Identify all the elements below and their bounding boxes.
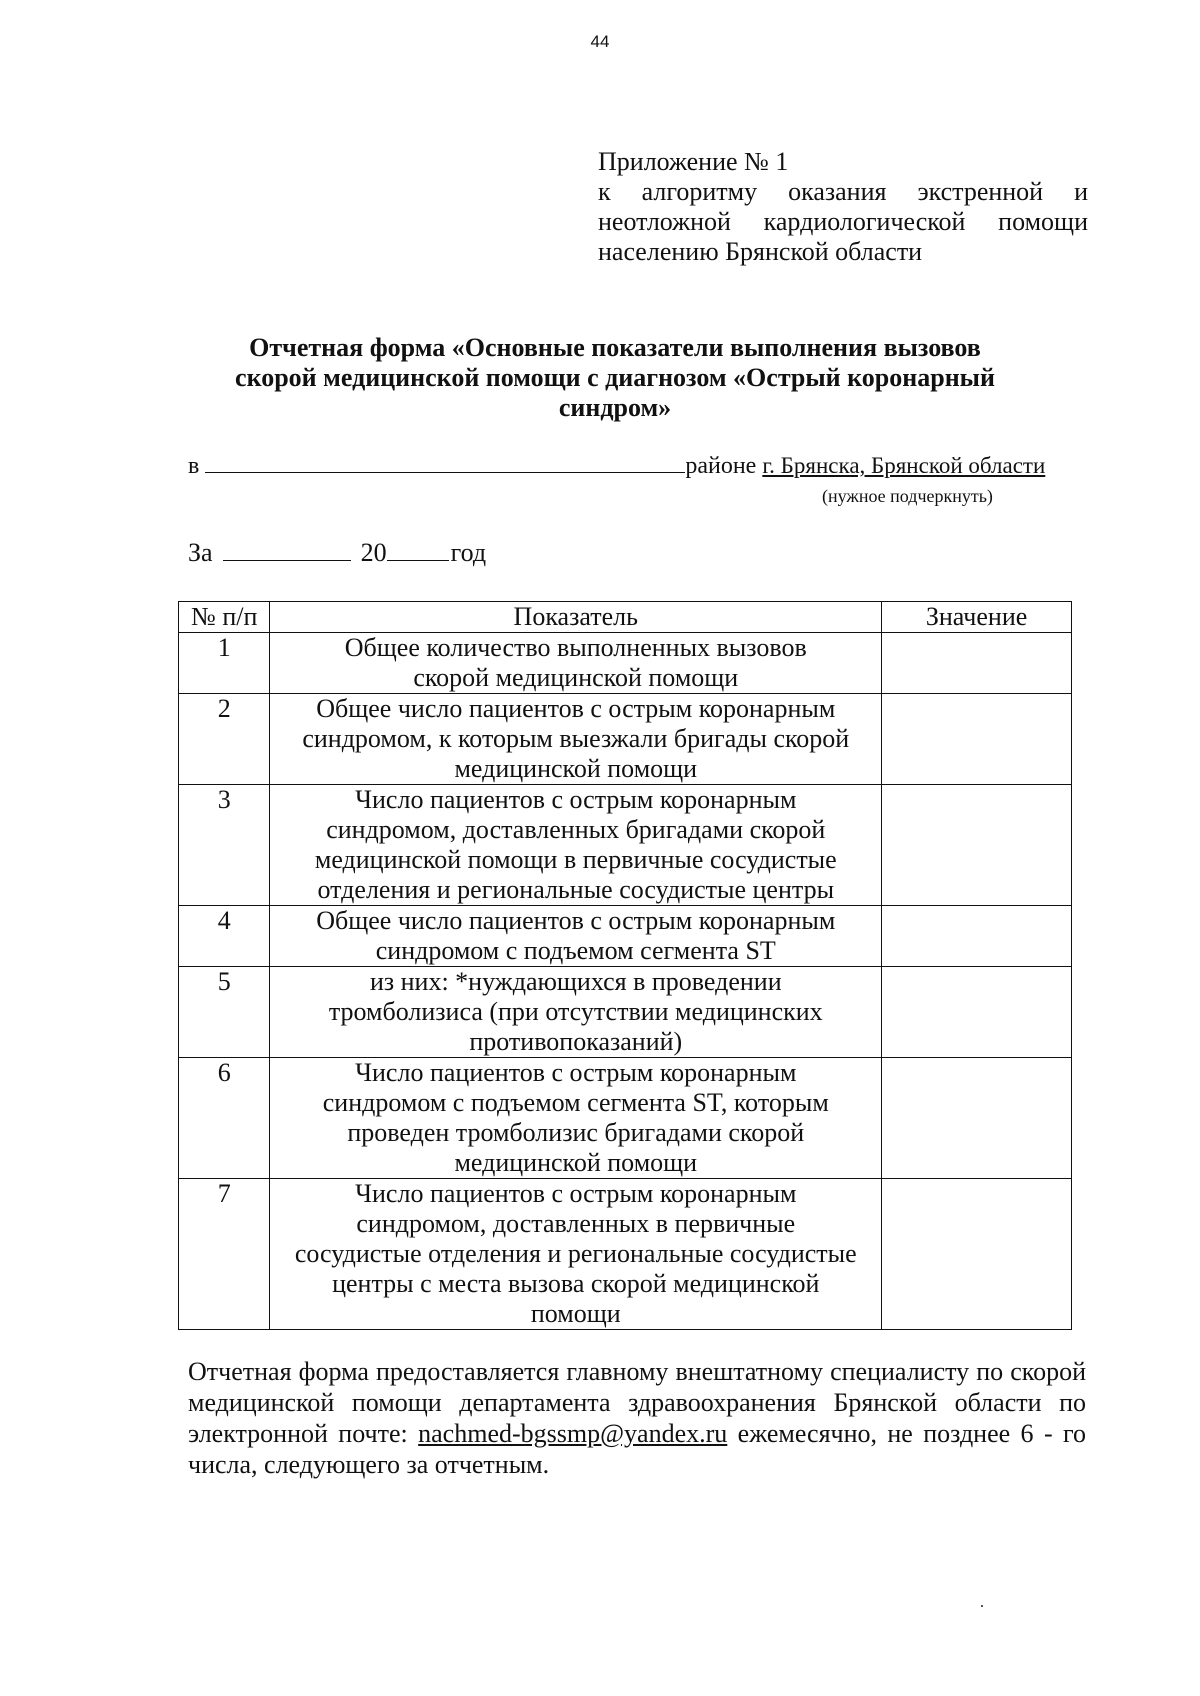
district-options: г. Брянска, Брянской области (762, 453, 1046, 478)
row-number: 3 (179, 785, 270, 906)
footer-email-link[interactable]: nachmed-bgssmp@yandex.ru (418, 1419, 728, 1448)
footer-note (188, 1356, 1086, 1480)
appendix-line: населению Брянской области (598, 237, 923, 266)
row-number: 4 (179, 906, 270, 967)
appendix-number: Приложение № 1 (598, 147, 789, 176)
form-title (180, 333, 1050, 423)
indicator-line: проведен тромболизис бригадами скорой (347, 1118, 805, 1147)
indicator-line: медицинской помощи в первичные сосудистые (314, 845, 837, 874)
footer-text-end: ежемесячно, не позднее 6 - го числа, следующего за отчетным. (188, 1419, 1087, 1479)
row-indicator (270, 785, 882, 906)
indicator-line: Число пациентов с острым коронарным (355, 785, 797, 814)
appendix-block (598, 147, 1088, 267)
indicator-line: помощи (530, 1299, 621, 1328)
indicator-line: центры с места вызова скорой медицинской (332, 1269, 820, 1298)
header-indicator: Показатель (270, 602, 882, 633)
period-blank-field[interactable] (223, 538, 351, 561)
table-row (179, 906, 1072, 967)
period-row (188, 538, 486, 568)
row-number: 1 (179, 633, 270, 694)
footer-text: Отчетная форма предоставляется главному внештатному специалисту по скорой медицинской помощи департамента здравоохранения Брянской области по электронной почте: (188, 1357, 1086, 1448)
row-number: 2 (179, 694, 270, 785)
row-indicator (270, 906, 882, 967)
district-suffix: районе (685, 453, 757, 479)
row-value-field[interactable] (882, 633, 1072, 694)
period-suffix: год (450, 538, 487, 567)
period-prefix: За (188, 538, 213, 567)
row-indicator (270, 633, 882, 694)
row-number: 7 (179, 1179, 270, 1330)
row-value-field[interactable] (882, 1058, 1072, 1179)
indicator-line: синдромом, доставленных бригадами скорой (326, 815, 826, 844)
row-value-field[interactable] (882, 694, 1072, 785)
district-row (188, 452, 1068, 480)
table-row (179, 967, 1072, 1058)
row-indicator (270, 967, 882, 1058)
row-indicator (270, 1058, 882, 1179)
row-value-field[interactable] (882, 1179, 1072, 1330)
scan-dot (981, 1605, 983, 1607)
indicator-line: Общее количество выполненных вызовов (344, 633, 807, 662)
table-header-row (179, 602, 1072, 633)
indicator-line: Число пациентов с острым коронарным (355, 1179, 797, 1208)
indicator-line: Общее число пациентов с острым коронарным (316, 906, 836, 935)
appendix-line: неотложной кардиологической помощи (598, 207, 1088, 236)
indicator-line: тромболизиса (при отсутствии медицинских (328, 997, 823, 1026)
indicator-line: Общее число пациентов с острым коронарным (316, 694, 836, 723)
title-line: Отчетная форма «Основные показатели выполнения вызовов (249, 333, 981, 362)
indicator-line: медицинской помощи (454, 754, 698, 783)
table-row (179, 694, 1072, 785)
row-number: 5 (179, 967, 270, 1058)
indicator-line: скорой медицинской помощи (413, 663, 739, 692)
title-line: синдром» (558, 393, 672, 422)
row-number: 6 (179, 1058, 270, 1179)
report-table (178, 601, 1072, 1330)
indicator-line: отделения и региональные сосудистые центры (317, 875, 835, 904)
indicator-line: из них: *нуждающихся в проведении (369, 967, 782, 996)
indicator-line: синдромом с подъемом сегмента ST, которым (322, 1088, 829, 1117)
year-blank-field[interactable] (387, 538, 449, 561)
title-line: скорой медицинской помощи с диагнозом «Острый коронарный (235, 363, 995, 392)
row-value-field[interactable] (882, 785, 1072, 906)
header-value: Значение (882, 602, 1072, 633)
indicator-line: медицинской помощи (454, 1148, 698, 1177)
table-row (179, 633, 1072, 694)
indicator-line: противопоказаний) (469, 1027, 683, 1056)
table-body (179, 633, 1072, 1330)
row-value-field[interactable] (882, 906, 1072, 967)
indicator-line: синдромом с подъемом сегмента ST (375, 936, 776, 965)
row-indicator (270, 1179, 882, 1330)
indicator-line: сосудистые отделения и региональные сосудистые (294, 1239, 857, 1268)
indicator-line: синдромом, доставленных в первичные (356, 1209, 796, 1238)
header-number: № п/п (179, 602, 270, 633)
district-prefix: в (188, 453, 200, 479)
row-value-field[interactable] (882, 967, 1072, 1058)
table-row (179, 785, 1072, 906)
indicator-line: Число пациентов с острым коронарным (355, 1058, 797, 1087)
appendix-line: к алгоритму оказания экстренной и (598, 177, 1088, 206)
period-century: 20 (360, 538, 387, 567)
row-indicator (270, 694, 882, 785)
page-number: 44 (590, 32, 610, 51)
underline-hint: (нужное подчеркнуть) (822, 486, 993, 506)
indicator-line: синдромом, к которым выезжали бригады скорой (302, 724, 850, 753)
district-blank-field[interactable] (205, 452, 685, 473)
table-row (179, 1058, 1072, 1179)
table-row (179, 1179, 1072, 1330)
